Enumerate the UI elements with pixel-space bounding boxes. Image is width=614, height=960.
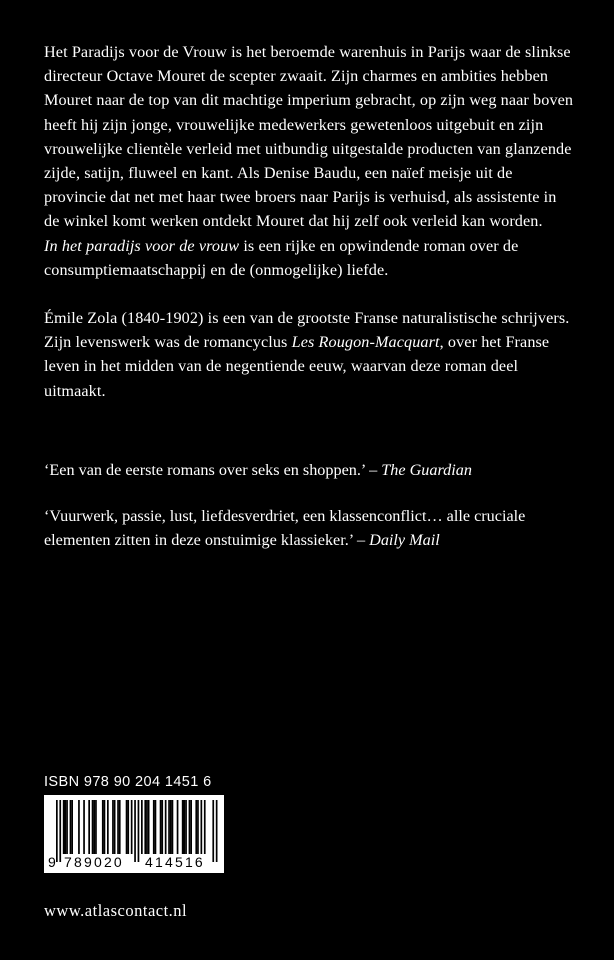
series-title-italic: Les Rougon-Macquart	[291, 333, 440, 352]
barcode-bar	[172, 800, 174, 854]
barcode-bar	[177, 800, 179, 854]
barcode-bar	[195, 800, 197, 854]
barcode-bar	[92, 800, 94, 854]
barcode-bar	[93, 800, 95, 854]
barcode-bar	[184, 800, 186, 854]
barcode-bar	[71, 800, 73, 854]
isbn-barcode	[44, 795, 224, 873]
author-bio-end: , over het Franse leven in het midden van de negentiende eeuw, waarvan deze roman deel uitmaakt.	[44, 333, 550, 400]
book-description	[44, 40, 576, 403]
barcode-bar	[144, 800, 146, 854]
barcode-bar	[70, 800, 72, 854]
barcode-bar	[212, 800, 214, 862]
barcode-bar	[168, 800, 170, 854]
barcode-bar	[141, 800, 143, 854]
barcode-bar	[197, 800, 199, 854]
barcode-bar	[95, 800, 97, 854]
barcode-bar	[66, 800, 68, 854]
barcode-bar	[78, 800, 80, 854]
barcode-bar	[65, 800, 67, 854]
description-paragraph-1: Het Paradijs voor de Vrouw is het beroemde warenhuis in Parijs waar de slinkse directeur Octave Mouret de scepter zwaait. Zijn charmes en ambities hebben Mouret naar de top van dit machtige imperium gebracht, op zijn weg naar boven heeft hij zijn jonge, vrouwelijke medewerkers gewetenloos uitgebuit en zijn vrouwelijke clientèle verleid met uitbundig uitgestalde producten van glanzende zijde, satijn, fluweel en kant. Als Denise Baudu, een naïef meisje uit de provincie dat net met haar twee broers naar Parijs is verhuisd, als assistente in de winkel komt werken ontdekt Mouret dat hij zelf ook verleid kan worden.	[44, 43, 574, 231]
barcode-bar	[190, 800, 192, 854]
barcode-bar	[153, 800, 155, 854]
barcode-bar	[112, 800, 114, 854]
barcode-bar	[107, 800, 109, 854]
barcode-bar	[146, 800, 148, 854]
barcode-bar	[127, 800, 129, 854]
quote-source: The Guardian	[381, 461, 472, 479]
barcode-bar	[131, 800, 133, 854]
barcode-bar	[155, 800, 157, 854]
review-quote-daily-mail	[44, 504, 576, 552]
review-quote-guardian	[44, 458, 576, 482]
book-title-italic: In het paradijs voor de vrouw	[44, 236, 240, 255]
author-bio-start: Émile Zola (1840-1902) is een van de grootste Franse naturalistische schrijvers. Zijn levenswerk was de romancyclus	[44, 309, 570, 352]
barcode-bar	[138, 800, 140, 862]
barcode-bar	[201, 800, 203, 854]
barcode-bar	[134, 800, 136, 862]
barcode-bar	[170, 800, 172, 854]
quote-text: ‘Een van de eerste romans over seks en shoppen.’ –	[44, 461, 382, 479]
quote-text: ‘Vuurwerk, passie, lust, liefdesverdriet, een klassenconflict… alle cruciale elementen zitten in deze onstuimige klassieker.’ –	[44, 507, 526, 550]
barcode-bar	[56, 800, 58, 862]
barcode-left-group: 789020	[64, 854, 124, 870]
description-paragraph-2	[44, 234, 576, 282]
barcode-bar	[104, 800, 106, 854]
barcode-right-group: 414516	[145, 854, 205, 870]
barcode-bar	[126, 800, 128, 854]
isbn-label: ISBN 978 90 204 1451 6	[44, 774, 212, 790]
barcode-digits	[44, 854, 224, 871]
barcode-bar	[216, 800, 218, 862]
barcode-bar	[160, 800, 162, 854]
barcode-bar	[204, 800, 206, 854]
description-paragraph-2-text: is een rijke en opwindende roman over de consumptiemaatschappij en de (onmogelijke) liefde.	[44, 236, 519, 279]
barcode-bar	[63, 800, 65, 854]
publisher-website[interactable]: www.atlascontact.nl	[44, 901, 188, 920]
barcode-lead-digit: 9	[48, 854, 56, 870]
barcode-bar	[59, 800, 61, 862]
barcode-bar	[102, 800, 104, 854]
barcode-bar	[117, 800, 119, 854]
barcode-bar	[83, 800, 85, 854]
review-quotes	[44, 458, 576, 553]
barcode-bar	[182, 800, 184, 854]
barcode-bar	[114, 800, 116, 854]
quote-source: Daily Mail	[369, 531, 440, 550]
barcode-bar	[165, 800, 167, 854]
barcode-bar	[189, 800, 191, 854]
barcode-bar	[148, 800, 150, 854]
barcode-bar	[88, 800, 90, 854]
barcode-bar	[119, 800, 121, 854]
barcode-bar	[185, 800, 187, 854]
author-bio	[44, 306, 576, 403]
barcode-bar	[161, 800, 163, 854]
